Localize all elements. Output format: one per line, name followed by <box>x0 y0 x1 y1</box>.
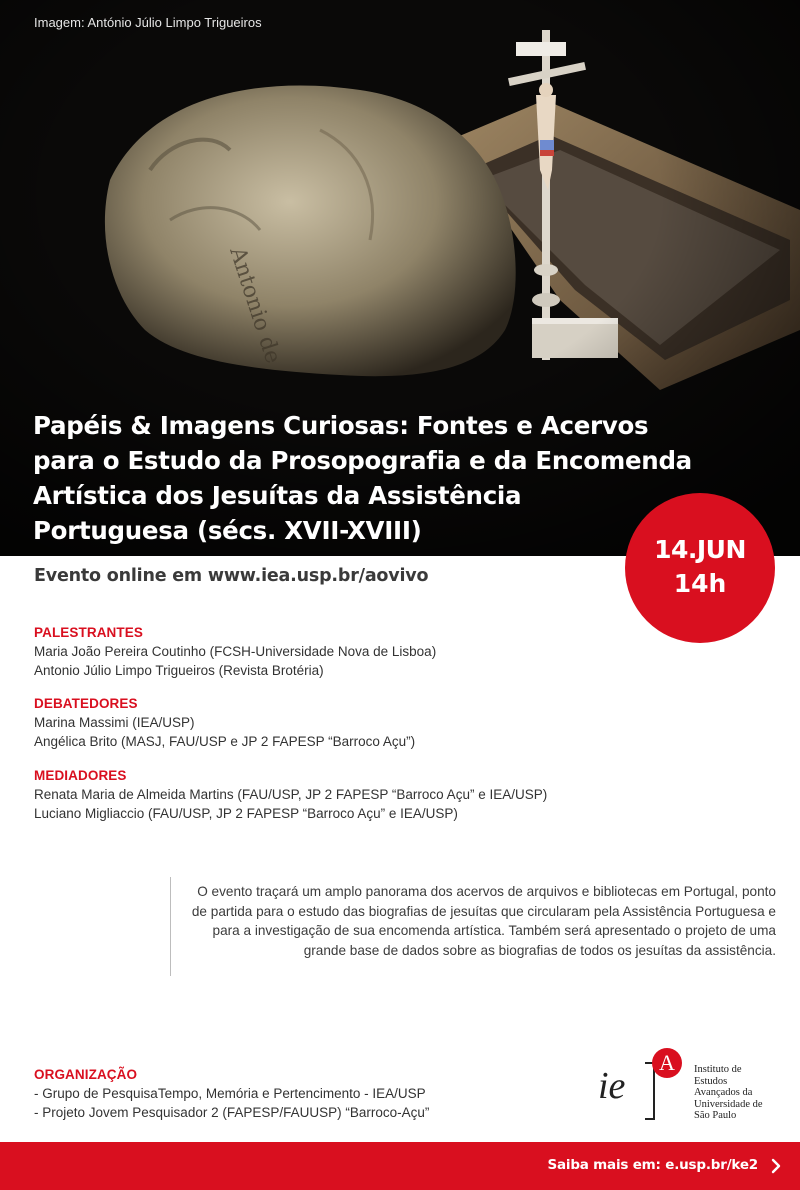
mediador-1: Renata Maria de Almeida Martins (FAU/USP, JP 2 FAPESP “Barroco Açu” e IEA/USP) <box>34 787 548 802</box>
debatedores-section <box>34 695 415 751</box>
palestrantes-heading: PALESTRANTES <box>34 625 143 640</box>
organizacao-heading: ORGANIZAÇÃO <box>34 1067 138 1082</box>
event-time: 14h <box>673 569 727 598</box>
logo-mark: ie <box>598 1065 626 1107</box>
palestrante-2: Antonio Júlio Limpo Trigueiros (Revista Brotéria) <box>34 663 324 678</box>
palestrantes-section <box>34 624 436 680</box>
organizacao-item-2: - Projeto Jovem Pesquisador 2 (FAPESP/FAUUSP) “Barroco-Açu” <box>34 1105 430 1120</box>
event-description: O evento traçará um amplo panorama dos acervos de arquivos e bibliotecas em Portugal, ponto de partida para o estudo das biografias de jesuítas que circularam pela Assistência Portuguesa e para a investigação de sua encomenda artística. Também será apresentado o projeto de uma grande base de dados sobre as biografias de todos os jesuítas da assistência. <box>191 884 776 958</box>
date-badge <box>625 493 775 643</box>
mediadores-heading: MEDIADORES <box>34 768 127 783</box>
institute-name: Instituto de Estudos Avançados da Universidade de São Paulo <box>694 1064 763 1122</box>
description-divider <box>170 877 171 976</box>
palestrante-1: Maria João Pereira Coutinho (FCSH-Universidade Nova de Lisboa) <box>34 644 437 659</box>
organizacao-item-1: - Grupo de PesquisaTempo, Memória e Pertencimento - IEA/USP <box>34 1086 426 1101</box>
organizacao-section <box>34 1066 429 1122</box>
logo-letter-circle: A <box>652 1048 682 1078</box>
debatedor-2: Angélica Brito (MASJ, FAU/USP e JP 2 FAPESP “Barroco Açu”) <box>34 734 416 749</box>
footer-bar <box>0 1142 800 1190</box>
chevron-right-icon[interactable] <box>768 1158 784 1174</box>
iea-usp-logo[interactable] <box>590 1048 790 1128</box>
hero-image <box>0 0 800 556</box>
mediadores-section <box>34 767 547 823</box>
more-info-link[interactable]: Saiba mais em: e.usp.br/ke2 <box>547 1157 758 1173</box>
online-event-link[interactable]: Evento online em www.iea.usp.br/aovivo <box>34 566 429 586</box>
mediador-2: Luciano Migliaccio (FAU/USP, JP 2 FAPESP “Barroco Açu” e IEA/USP) <box>34 806 458 821</box>
event-date: 14.JUN <box>654 535 746 564</box>
debatedor-1: Marina Massimi (IEA/USP) <box>34 715 195 730</box>
image-credit: Imagem: António Júlio Limpo Trigueiros <box>34 15 262 30</box>
debatedores-heading: DEBATEDORES <box>34 696 138 711</box>
event-title: Papéis & Imagens Curiosas: Fontes e Acervos para o Estudo da Prosopografia e da Encomenda Artística dos Jesuítas da Assistência Portuguesa (sécs. XVII-XVIII) <box>33 411 692 545</box>
